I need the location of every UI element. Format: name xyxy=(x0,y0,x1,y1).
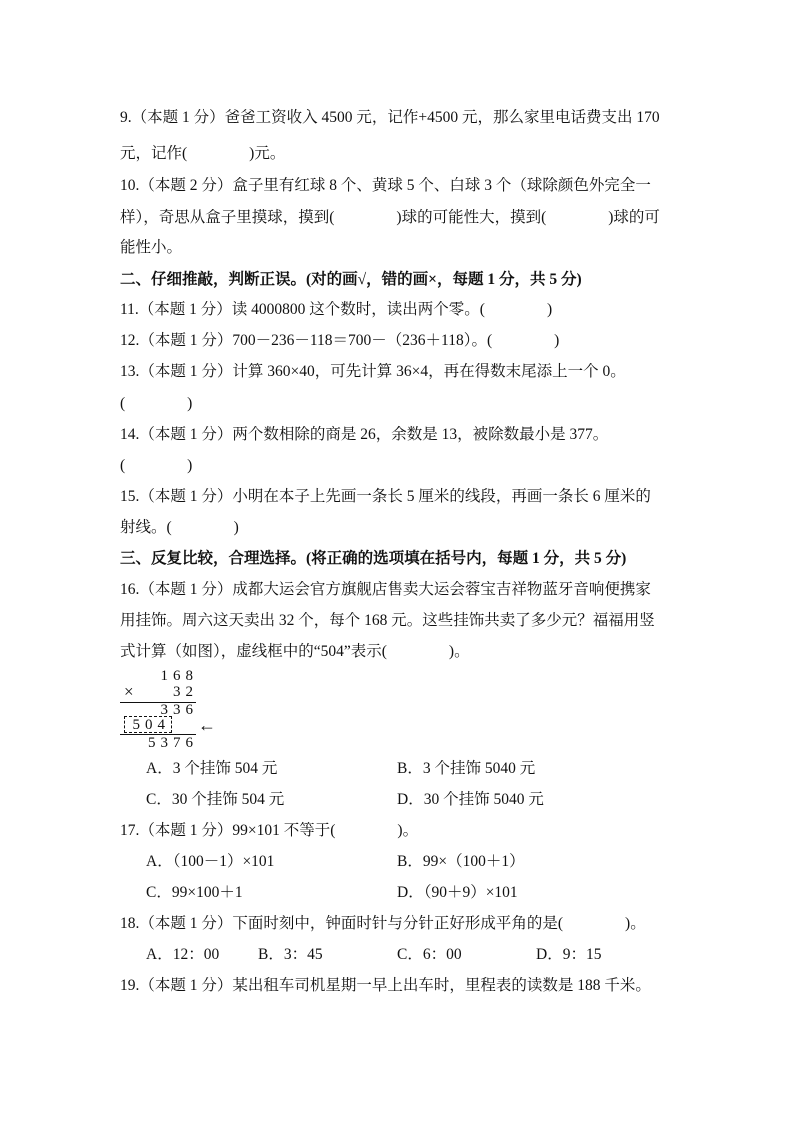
question-16-line-1: 16.（本题 1 分）成都大运会官方旗舰店售卖大运会蓉宝吉祥物蓝牙音响便携家 xyxy=(120,581,651,598)
q17-option-d: D．（90＋9）×101 xyxy=(397,884,518,901)
q17-option-a: A．（100－1）×101 xyxy=(146,853,275,870)
section-2-heading: 二、仔细推敲，判断正误。(对的画√，错的画×，每题 1 分，共 5 分) xyxy=(120,271,582,288)
question-12: 12.（本题 1 分）700－236－118＝700－（236＋118）。( ) xyxy=(120,332,560,349)
q17-option-c: C．99×100＋1 xyxy=(146,884,243,901)
question-15-line-1: 15.（本题 1 分）小明在本子上先画一条长 5 厘米的线段，再画一条长 6 厘米的 xyxy=(120,488,651,505)
question-10-line-1: 10.（本题 2 分）盒子里有红球 8 个、黄球 5 个、白球 3 个（球除颜色外完全一 xyxy=(120,177,651,194)
arrow-icon: ← xyxy=(198,715,216,735)
question-9-line-1: 9.（本题 1 分）爸爸工资收入 4500 元，记作+4500 元，那么家里电话费支出 170 xyxy=(120,109,660,126)
question-18: 18.（本题 1 分）下面时刻中，钟面时针与分针正好形成平角的是( )。 xyxy=(120,915,646,932)
partial-product-2: 504 xyxy=(132,717,170,733)
vertical-multiplication-figure xyxy=(120,668,216,754)
question-15-line-2: 射线。( ) xyxy=(120,519,239,536)
q16-option-c: C．30 个挂饰 504 元 xyxy=(146,791,285,808)
q18-option-b: B．3：45 xyxy=(258,946,323,963)
q16-option-b: B．3 个挂饰 5040 元 xyxy=(397,760,536,777)
q18-option-c: C．6：00 xyxy=(397,946,462,963)
question-10-line-2: 样），奇思从盒子里摸球，摸到( )球的可能性大，摸到( )球的可 xyxy=(120,209,660,226)
q16-option-a: A．3 个挂饰 504 元 xyxy=(146,760,278,777)
partial-product-1: 336 xyxy=(160,702,198,718)
question-14: 14.（本题 1 分）两个数相除的商是 26，余数是 13，被除数最小是 377。 xyxy=(120,426,609,443)
q18-option-d: D．9：15 xyxy=(536,946,602,963)
final-product: 5376 xyxy=(148,735,198,751)
q16-option-d: D．30 个挂饰 5040 元 xyxy=(397,791,544,808)
question-16-line-2: 用挂饰。周六这天卖出 32 个，每个 168 元。这些挂饰共卖了多少元？福福用竖 xyxy=(120,612,655,629)
question-10-line-3: 能性小。 xyxy=(120,239,183,256)
question-13: 13.（本题 1 分）计算 360×40，可先计算 36×4，再在得数末尾添上一个 0。 xyxy=(120,363,626,380)
question-9-line-2: 元，记作( )元。 xyxy=(120,145,286,162)
question-17: 17.（本题 1 分）99×101 不等于( )。 xyxy=(120,822,419,839)
question-16-line-3: 式计算（如图），虚线框中的“504”表示( )。 xyxy=(120,643,470,660)
question-11: 11.（本题 1 分）读 4000800 这个数时，读出两个零。( ) xyxy=(120,301,553,318)
question-14-answer-blank: ( ) xyxy=(120,457,193,474)
section-3-heading: 三、反复比较，合理选择。(将正确的选项填在括号内，每题 1 分，共 5 分) xyxy=(120,550,627,567)
times-sign: × xyxy=(124,682,134,701)
multiplier: 32 xyxy=(173,684,198,700)
q17-option-b: B．99×（100＋1） xyxy=(397,853,525,870)
multiplicand: 168 xyxy=(160,668,198,684)
q18-option-a: A．12：00 xyxy=(146,946,220,963)
question-19: 19.（本题 1 分）某出租车司机星期一早上出车时，里程表的读数是 188 千米。 xyxy=(120,977,651,994)
question-13-answer-blank: ( ) xyxy=(120,395,193,412)
